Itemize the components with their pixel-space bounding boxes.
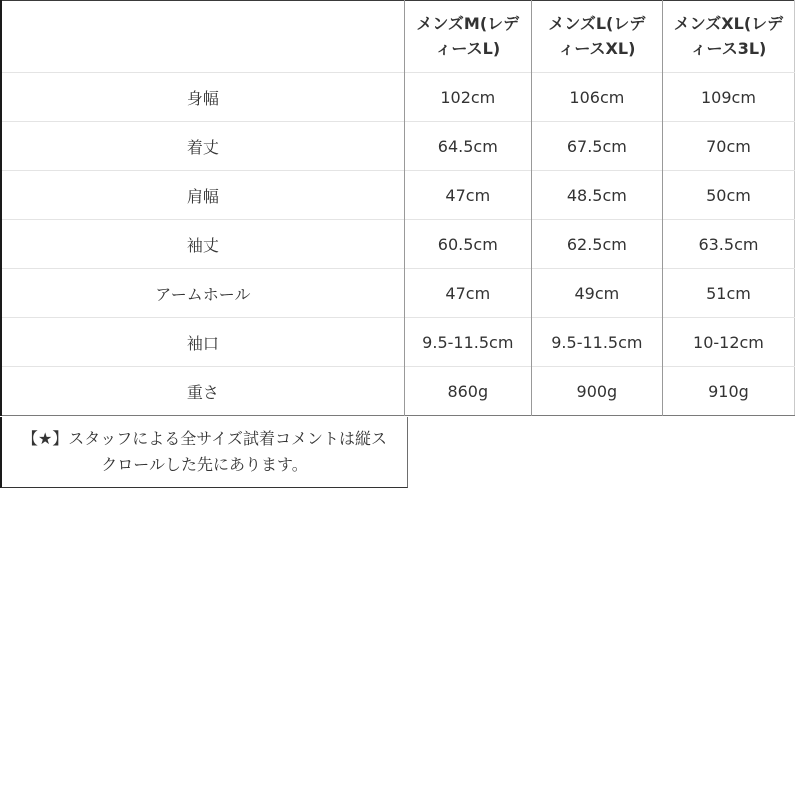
size-value: 63.5cm	[662, 220, 794, 269]
size-value: 50cm	[662, 171, 794, 220]
size-value: 102cm	[404, 73, 531, 122]
size-value: 51cm	[662, 269, 794, 318]
size-value: 62.5cm	[531, 220, 662, 269]
size-value: 47cm	[404, 171, 531, 220]
table-row-body-width	[1, 73, 795, 122]
column-header-mens-xl: メンズXL(レディース3L)	[662, 1, 794, 73]
header-row	[1, 1, 795, 73]
row-label: 肩幅	[1, 171, 404, 220]
row-label: 重さ	[1, 367, 404, 416]
column-header-mens-m: メンズM(レディースL)	[404, 1, 531, 73]
size-value: 910g	[662, 367, 794, 416]
size-value: 860g	[404, 367, 531, 416]
size-value: 9.5-11.5cm	[404, 318, 531, 367]
size-value: 900g	[531, 367, 662, 416]
size-value: 64.5cm	[404, 122, 531, 171]
row-label: 身幅	[1, 73, 404, 122]
corner-cell	[1, 1, 404, 73]
column-header-mens-l: メンズL(レディースXL)	[531, 1, 662, 73]
table-row-armhole	[1, 269, 795, 318]
size-value: 10-12cm	[662, 318, 794, 367]
table-row-weight	[1, 367, 795, 416]
row-label: 袖口	[1, 318, 404, 367]
row-label: 着丈	[1, 122, 404, 171]
size-value: 60.5cm	[404, 220, 531, 269]
note-box	[0, 417, 408, 488]
row-label: アームホール	[1, 269, 404, 318]
size-value: 9.5-11.5cm	[531, 318, 662, 367]
size-value: 67.5cm	[531, 122, 662, 171]
table-row-cuff	[1, 318, 795, 367]
size-value: 48.5cm	[531, 171, 662, 220]
size-value: 70cm	[662, 122, 794, 171]
size-value: 109cm	[662, 73, 794, 122]
table-row-length	[1, 122, 795, 171]
table-row-shoulder-width	[1, 171, 795, 220]
size-value: 106cm	[531, 73, 662, 122]
size-value: 49cm	[531, 269, 662, 318]
table-row-sleeve-length	[1, 220, 795, 269]
row-label: 袖丈	[1, 220, 404, 269]
size-value: 47cm	[404, 269, 531, 318]
note-text: 【★】スタッフによる全サイズ試着コメントは縦スクロールした先にあります。	[21, 429, 388, 474]
